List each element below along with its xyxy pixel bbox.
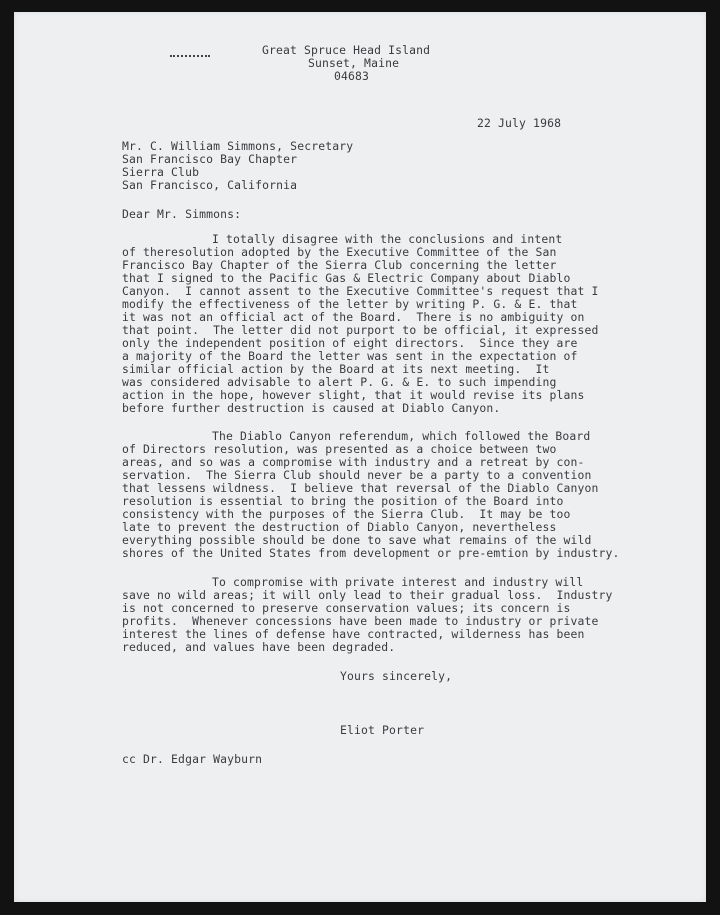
signature-name: Eliot Porter bbox=[340, 723, 425, 737]
cc-line: cc Dr. Edgar Wayburn bbox=[122, 752, 263, 766]
address-line: Great Spruce Head Island bbox=[262, 43, 431, 57]
body-line: of Directors resolution, was presented as a choice between two bbox=[122, 442, 557, 456]
body-line: that I signed to the Pacific Gas & Electric Company about Diablo bbox=[122, 271, 571, 285]
body-line: save no wild areas; it will only lead to their gradual loss. Industry bbox=[122, 588, 613, 602]
body-line: To compromise with private interest and industry will bbox=[212, 575, 584, 589]
body-line: The Diablo Canyon referendum, which followed the Board bbox=[212, 429, 591, 443]
body-line: a majority of the Board the letter was sent in the expectation of bbox=[122, 349, 578, 363]
body-line: consistency with the purposes of the Sierra Club. It may be too bbox=[122, 507, 571, 521]
body-line: servation. The Sierra Club should never be a party to a convention bbox=[122, 468, 592, 482]
salutation: Dear Mr. Simmons: bbox=[122, 207, 242, 221]
body-line: modify the effectiveness of the letter by writing P. G. & E. that bbox=[122, 297, 578, 311]
body-line: that point. The letter did not purport to be official, it expressed bbox=[122, 323, 599, 337]
letter-date: 22 July 1968 bbox=[477, 116, 562, 130]
body-line: everything possible should be done to save what remains of the wild bbox=[122, 533, 592, 547]
body-line: I totally disagree with the conclusions and intent bbox=[212, 232, 563, 246]
body-line: Canyon. I cannot assent to the Executive Committee's request that I bbox=[122, 284, 599, 298]
body-line: profits. Whenever concessions have been made to industry or private bbox=[122, 614, 599, 628]
address-line: 04683 bbox=[334, 69, 370, 83]
recipient-line: San Francisco Bay Chapter bbox=[122, 152, 298, 166]
body-line: Francisco Bay Chapter of the Sierra Club concerning the letter bbox=[122, 258, 557, 272]
body-line: interest the lines of defense have contracted, wilderness has been bbox=[122, 627, 585, 641]
body-line: it was not an official act of the Board. There is no ambiguity on bbox=[122, 310, 585, 324]
recipient-line: Mr. C. William Simmons, Secretary bbox=[122, 139, 354, 153]
body-line: of theresolution adopted by the Executive Committee of the San bbox=[122, 245, 557, 259]
pen-mark bbox=[170, 55, 210, 59]
address-line: Sunset, Maine bbox=[308, 56, 400, 70]
body-line: shores of the United States from development or pre-emtion by industry. bbox=[122, 546, 620, 560]
body-line: areas, and so was a compromise with industry and a retreat by con- bbox=[122, 455, 585, 469]
body-line: similar official action by the Board at its next meeting. It bbox=[122, 362, 550, 376]
recipient-line: San Francisco, California bbox=[122, 178, 298, 192]
closing: Yours sincerely, bbox=[340, 669, 453, 683]
body-line: action in the hope, however slight, that it would revise its plans bbox=[122, 388, 585, 402]
body-line: only the independent position of eight directors. Since they are bbox=[122, 336, 578, 350]
body-line: resolution is essential to bring the position of the Board into bbox=[122, 494, 564, 508]
body-line: was considered advisable to alert P. G. & E. to such impending bbox=[122, 375, 557, 389]
body-line: that lessens wildness. I believe that reversal of the Diablo Canyon bbox=[122, 481, 599, 495]
body-line: reduced, and values have been degraded. bbox=[122, 640, 396, 654]
body-line: late to prevent the destruction of Diablo Canyon, nevertheless bbox=[122, 520, 557, 534]
body-line: is not concerned to preserve conservation values; its concern is bbox=[122, 601, 571, 615]
recipient-line: Sierra Club bbox=[122, 165, 200, 179]
body-line: before further destruction is caused at Diablo Canyon. bbox=[122, 401, 501, 415]
